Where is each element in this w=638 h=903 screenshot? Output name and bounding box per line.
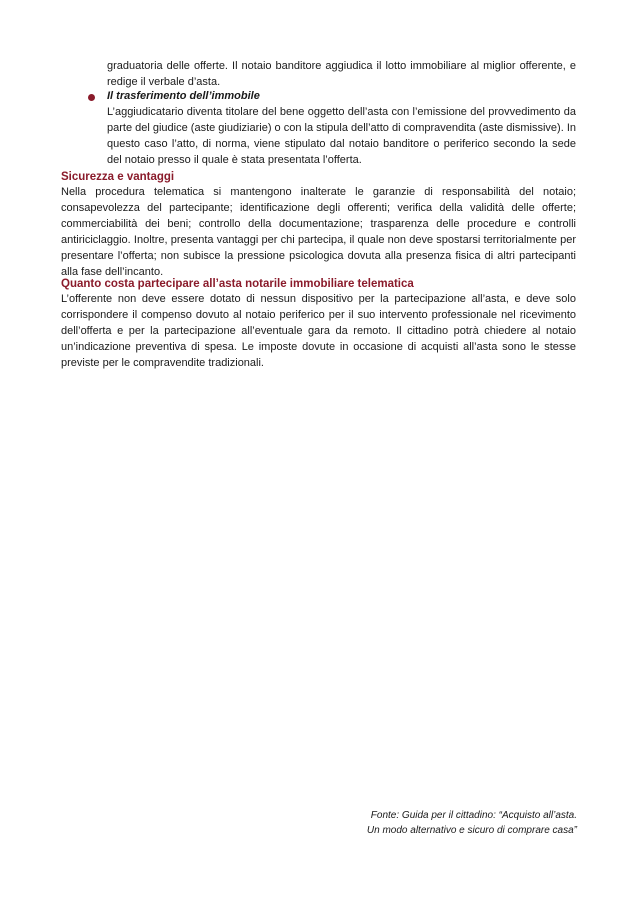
source-citation [367,808,577,838]
source-line-1: Fonte: Guida per il cittadino: “Acquisto all’asta. [370,810,577,821]
bullet-paragraph: L’aggiudicatario diventa titolare del bene oggetto dell’asta con l’emissione del provvedimento da parte del giudice (aste giudiziarie) o con la stipula dell’atto di compravendita (aste dismissive). In questo caso l’atto, di norma, viene stipulato dal notaio banditore o periferico secondo la sede del notaio presso il quale è stata presentata l’offerta. [107,106,576,166]
section-paragraph-costi: L’offerente non deve essere dotato di nessun dispositivo per la partecipazione all’asta, e deve solo corrispondere il compenso dovuto al notaio periferico per il suo intervento professionale nel ricevimento dell’offerta e per la partecipazione all’eventuale gara da remoto. Il cittadino potrà chiedere al notaio un’indicazione preventiva di spesa. Le imposte dovute in occasione di acquisti all’asta sono le stesse previste per le compravendite tradizionali. [61,293,576,369]
bullet-icon [88,94,95,101]
bullet-title: Il trasferimento dell’immobile [107,90,260,102]
source-line-2: Un modo alternativo e sicuro di comprare casa” [366,825,577,836]
section-heading-costi: Quanto costa partecipare all’asta notarile immobiliare telematica [61,278,414,290]
continuation-paragraph: graduatoria delle offerte. Il notaio banditore aggiudica il lotto immobiliare al miglior offerente, e redige il verbale d’asta. [107,60,576,88]
section-heading-sicurezza: Sicurezza e vantaggi [61,171,175,183]
section-paragraph-sicurezza: Nella procedura telematica si mantengono inalterate le garanzie di responsabilità del notaio; consapevolezza del partecipante; identificazione degli offerenti; verifica della validità delle offerte; commerciabilità dei beni; controllo della documentazione; trasparenza delle procedure e controlli antiriciclaggio. Inoltre, presenta vantaggi per chi partecipa, il quale non deve spostarsi territorialmente per presentare l’offerta; non subisce la pressione psicologica dovuta alla presenza fisica di altri partecipanti alla fase dell’incanto. [61,186,576,278]
